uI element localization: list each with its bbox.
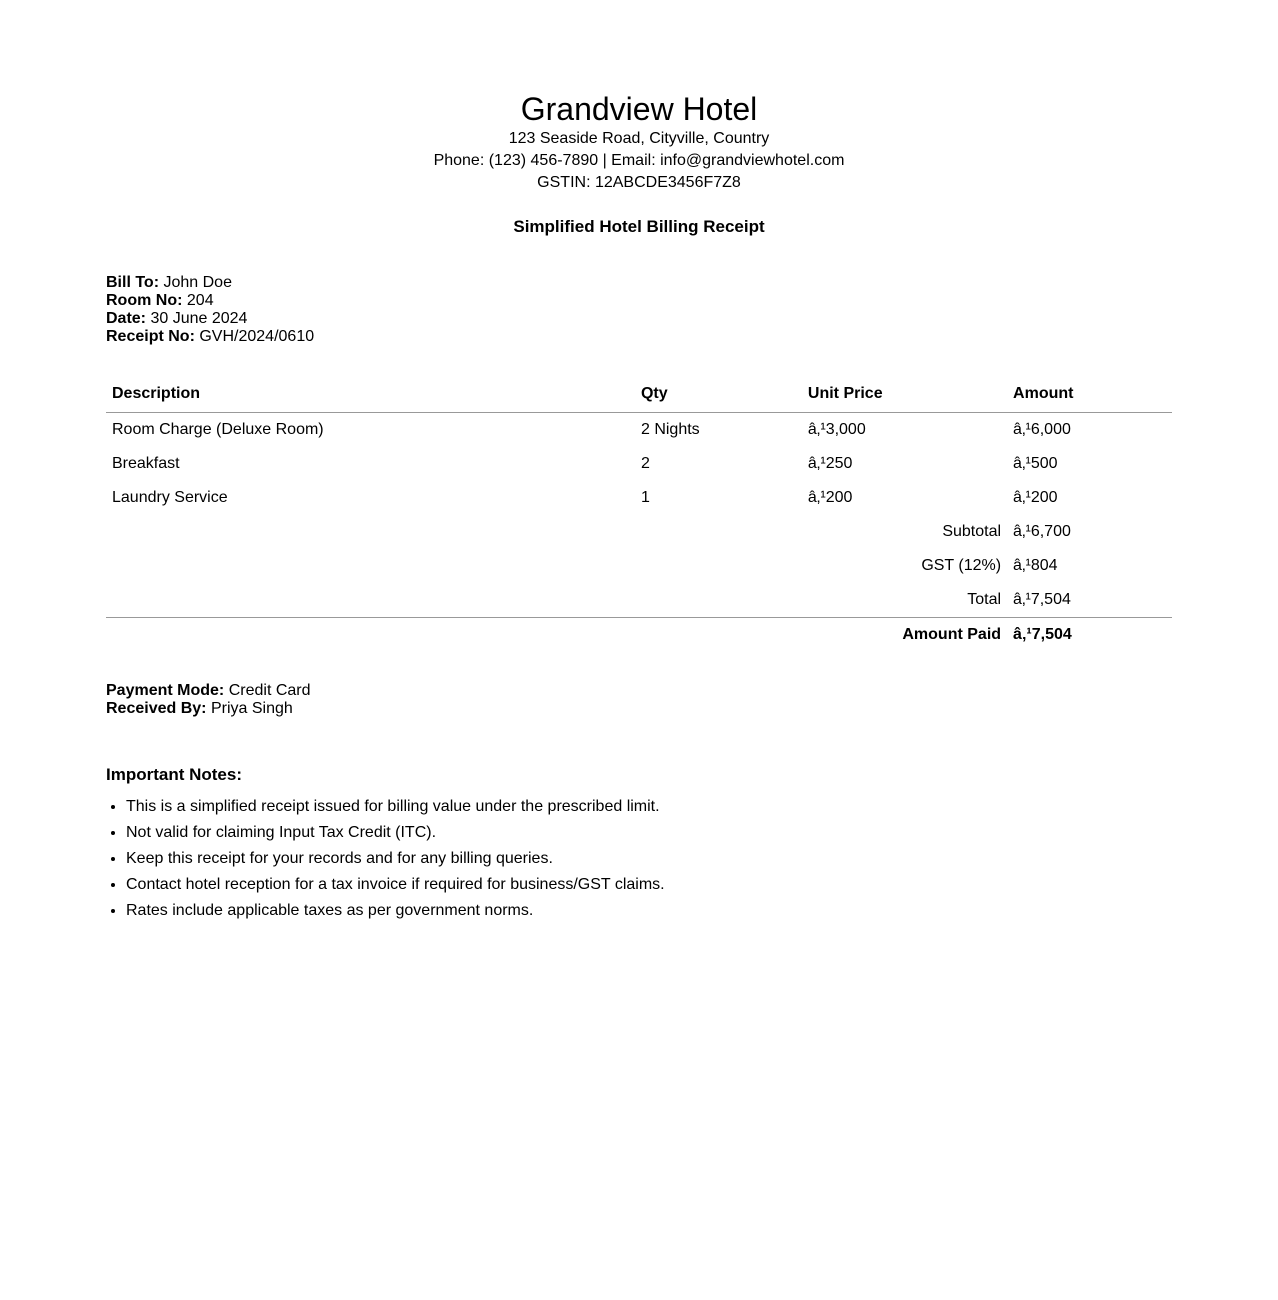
receipt-title: Simplified Hotel Billing Receipt — [513, 217, 765, 236]
table-row — [106, 447, 1172, 481]
receipt-no-label: Receipt No: — [106, 328, 195, 345]
received-by-value: Priya Singh — [210, 700, 293, 717]
amount-paid-label: Amount Paid — [106, 618, 1007, 653]
bill-to-label: Bill To: — [106, 274, 160, 291]
room-value: 204 — [186, 292, 214, 309]
list-item: • Keep this receipt for your records and for any billing queries. — [126, 846, 1172, 872]
subtotal-value: â‚¹6,700 — [1013, 523, 1071, 540]
row-unit-price: â‚¹200 — [807, 489, 853, 506]
row-qty: 1 — [640, 489, 650, 506]
payment-mode-value: Credit Card — [228, 682, 311, 699]
hotel-address: 123 Seaside Road, Cityville, Country — [508, 130, 770, 147]
gst-label: GST (12%) — [921, 557, 1002, 574]
room-row — [106, 292, 1172, 310]
payment-mode-label: Payment Mode: — [106, 682, 225, 699]
hotel-contact: Phone: (123) 456-7890 | Email: info@grandviewhotel.com — [433, 152, 845, 169]
receipt-no-value: GVH/2024/0610 — [199, 328, 315, 345]
date-label: Date: — [106, 310, 147, 327]
amount-paid-value: â‚¹7,504 — [1007, 618, 1172, 653]
list-item: • Not valid for claiming Input Tax Credit (ITC). — [126, 820, 1172, 846]
table-header-row — [106, 376, 1172, 413]
amount-paid-row — [106, 618, 1172, 653]
row-description: Room Charge (Deluxe Room) — [112, 421, 324, 438]
header-amount: Amount — [1007, 376, 1172, 413]
hotel-name: Grandview Hotel — [520, 91, 758, 127]
list-item: • Rates include applicable taxes as per government norms. — [126, 898, 1172, 924]
receipt-no-row — [106, 328, 1172, 346]
bill-info — [106, 274, 1172, 346]
list-item: • Contact hotel reception for a tax invoice if required for business/GST claims. — [126, 872, 1172, 898]
subtotal-row — [106, 515, 1172, 549]
gst-value: â‚¹804 — [1013, 557, 1058, 574]
row-qty: 2 — [640, 455, 650, 472]
row-amount: â‚¹500 — [1013, 455, 1058, 472]
subtotal-label: Subtotal — [942, 523, 1002, 540]
payment-info — [106, 682, 1172, 718]
row-unit-price: â‚¹250 — [807, 455, 853, 472]
date-value: 30 June 2024 — [150, 310, 248, 327]
room-label: Room No: — [106, 292, 183, 309]
receipt-page — [106, 0, 1172, 924]
items-table — [106, 376, 1172, 652]
bill-to-value: John Doe — [163, 274, 232, 291]
notes-list — [106, 794, 1172, 924]
bill-to-row — [106, 274, 1172, 292]
row-amount: â‚¹6,000 — [1013, 421, 1071, 438]
total-row — [106, 583, 1172, 618]
row-description: Breakfast — [112, 455, 180, 472]
row-description: Laundry Service — [112, 489, 228, 506]
row-qty: 2 Nights — [640, 421, 700, 438]
received-by-label: Received By: — [106, 700, 207, 717]
notes-title: Important Notes: — [106, 765, 242, 784]
total-label: Total — [967, 591, 1002, 608]
header-qty: Qty — [635, 376, 802, 413]
row-unit-price: â‚¹3,000 — [807, 421, 866, 438]
receipt-header — [106, 90, 1172, 238]
table-row — [106, 413, 1172, 448]
row-amount: â‚¹200 — [1013, 489, 1058, 506]
header-unit-price: Unit Price — [802, 376, 1007, 413]
date-row — [106, 310, 1172, 328]
gst-row — [106, 549, 1172, 583]
payment-mode-row — [106, 682, 1172, 700]
table-row — [106, 481, 1172, 515]
hotel-gstin: GSTIN: 12ABCDE3456F7Z8 — [537, 174, 741, 191]
header-description: Description — [106, 376, 635, 413]
list-item: • This is a simplified receipt issued for billing value under the prescribed limit. — [126, 794, 1172, 820]
total-value: â‚¹7,504 — [1013, 591, 1071, 608]
received-by-row — [106, 700, 1172, 718]
